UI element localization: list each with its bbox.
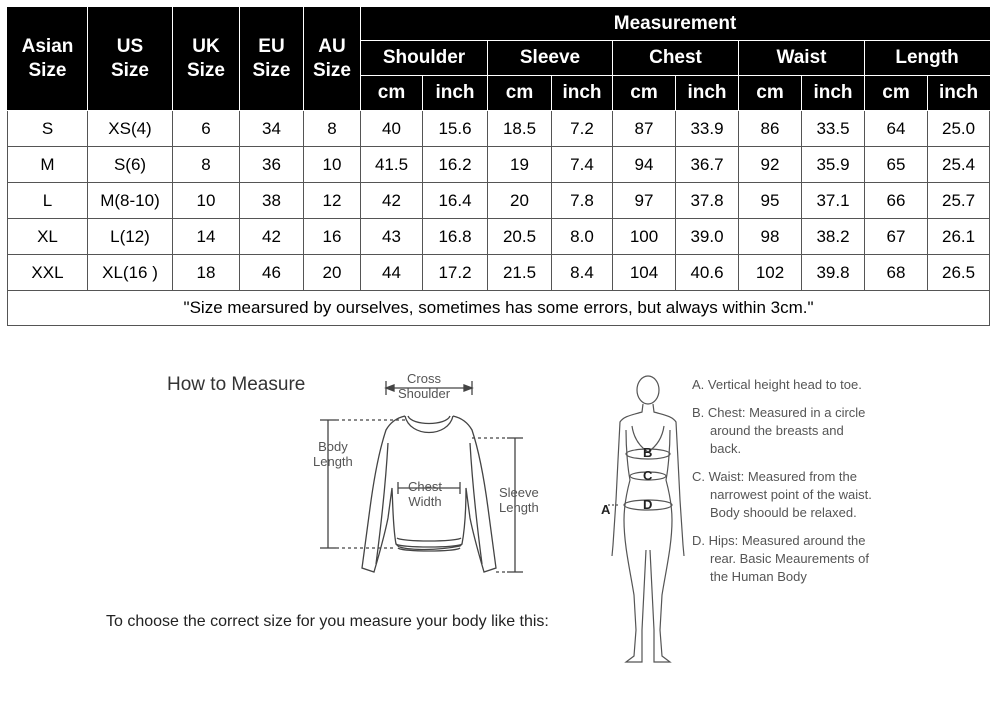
table-cell: 16.8 [423,219,488,255]
header-chest: Chest [613,41,739,76]
header-unit-inch: inch [802,76,865,111]
table-cell: 65 [865,147,928,183]
table-cell: 7.8 [552,183,613,219]
header-unit-inch: inch [423,76,488,111]
table-cell: 40 [361,111,423,147]
table-cell: 40.6 [676,255,739,291]
table-cell: 15.6 [423,111,488,147]
table-cell: 39.8 [802,255,865,291]
table-cell: 18.5 [488,111,552,147]
header-unit-cm: cm [739,76,802,111]
table-cell: 10 [304,147,361,183]
table-cell: 97 [613,183,676,219]
body-measurement-legend [692,376,872,596]
header-shoulder: Shoulder [361,41,488,76]
header-unit-cm: cm [361,76,423,111]
table-cell: 36 [240,147,304,183]
table-cell: 20.5 [488,219,552,255]
table-cell: 21.5 [488,255,552,291]
table-cell: 37.8 [676,183,739,219]
body-letter-b: B [643,445,653,460]
table-cell: 25.4 [928,147,990,183]
table-cell: XS(4) [88,111,173,147]
header-unit-cm: cm [488,76,552,111]
body-letter-a: A [601,502,611,517]
body-letter-c: C [643,468,653,483]
table-cell: 42 [361,183,423,219]
header-waist: Waist [739,41,865,76]
table-cell: 8.0 [552,219,613,255]
table-cell: 68 [865,255,928,291]
table-cell: 33.5 [802,111,865,147]
header-unit-inch: inch [928,76,990,111]
table-cell: 38 [240,183,304,219]
table-cell: 17.2 [423,255,488,291]
header-length: Length [865,41,990,76]
table-row [8,147,990,183]
sweater-neckline [405,416,453,433]
header-unit-inch: inch [552,76,613,111]
table-row [8,255,990,291]
table-cell: 87 [613,111,676,147]
table-cell: 66 [865,183,928,219]
body-letter-d: D [643,497,653,512]
how-to-measure-title: How to Measure [167,374,306,395]
table-cell: 34 [240,111,304,147]
table-cell: 19 [488,147,552,183]
table-cell: S [8,111,88,147]
table-cell: XXL [8,255,88,291]
table-cell: 6 [173,111,240,147]
table-note: "Size mearsured by ourselves, sometimes has some errors, but always within 3cm." [8,291,990,326]
table-cell: 10 [173,183,240,219]
table-cell: 94 [613,147,676,183]
table-cell: 26.5 [928,255,990,291]
cross-shoulder-label: Cross Shoulder [398,371,451,401]
table-cell: 18 [173,255,240,291]
table-cell: 43 [361,219,423,255]
legend-d: D. Hips: Measured around the rear. Basic Meaurements of the Human Body [692,533,869,584]
table-cell: 16.4 [423,183,488,219]
table-cell: 104 [613,255,676,291]
table-cell: 33.9 [676,111,739,147]
table-cell: L(12) [88,219,173,255]
header-unit-cm: cm [865,76,928,111]
table-cell: 98 [739,219,802,255]
table-cell: 95 [739,183,802,219]
table-cell: 36.7 [676,147,739,183]
table-cell: 38.2 [802,219,865,255]
table-cell: S(6) [88,147,173,183]
table-cell: 64 [865,111,928,147]
table-cell: 12 [304,183,361,219]
table-cell: 8 [304,111,361,147]
legend-a: A. Vertical height head to toe. [692,377,862,392]
table-cell: 14 [173,219,240,255]
table-cell: 7.4 [552,147,613,183]
table-cell: XL [8,219,88,255]
table-cell: 37.1 [802,183,865,219]
table-cell: 86 [739,111,802,147]
size-chart-table [7,7,990,326]
table-cell: 67 [865,219,928,255]
table-cell: 35.9 [802,147,865,183]
chest-width-label: Chest Width [408,479,442,509]
table-cell: 44 [361,255,423,291]
table-cell: XL(16 ) [88,255,173,291]
header-uk-size: UK Size [173,8,240,111]
table-cell: 41.5 [361,147,423,183]
table-cell: 25.0 [928,111,990,147]
header-unit-cm: cm [613,76,676,111]
legend-b: B. Chest: Measured in a circle around the breasts and back. [692,405,866,456]
table-cell: 25.7 [928,183,990,219]
header-us-size: US Size [88,8,173,111]
table-cell: 46 [240,255,304,291]
table-cell: 20 [304,255,361,291]
table-cell: 8.4 [552,255,613,291]
table-row [8,183,990,219]
table-cell: 42 [240,219,304,255]
table-cell: 16 [304,219,361,255]
header-measurement: Measurement [361,8,990,41]
table-row [8,219,990,255]
table-cell: 16.2 [423,147,488,183]
table-cell: 100 [613,219,676,255]
header-asian-size: Asian Size [8,8,88,111]
table-cell: 8 [173,147,240,183]
legend-c: C. Waist: Measured from the narrowest point of the waist. Body shoould be relaxed. [692,469,872,520]
header-unit-inch: inch [676,76,739,111]
table-cell: M(8-10) [88,183,173,219]
table-cell: 92 [739,147,802,183]
sleeve-length-label: Sleeve Length [499,485,539,515]
table-cell: 26.1 [928,219,990,255]
table-cell: 20 [488,183,552,219]
table-row [8,111,990,147]
header-sleeve: Sleeve [488,41,613,76]
header-au-size: AU Size [304,8,361,111]
table-cell: M [8,147,88,183]
choose-size-instruction: To choose the correct size for you measure your body like this: [106,613,549,630]
body-length-label: Body Length [313,439,353,469]
body-figure [596,370,688,670]
figure-head [637,376,659,404]
header-eu-size: EU Size [240,8,304,111]
table-cell: 7.2 [552,111,613,147]
table-cell: 39.0 [676,219,739,255]
table-cell: L [8,183,88,219]
table-cell: 102 [739,255,802,291]
